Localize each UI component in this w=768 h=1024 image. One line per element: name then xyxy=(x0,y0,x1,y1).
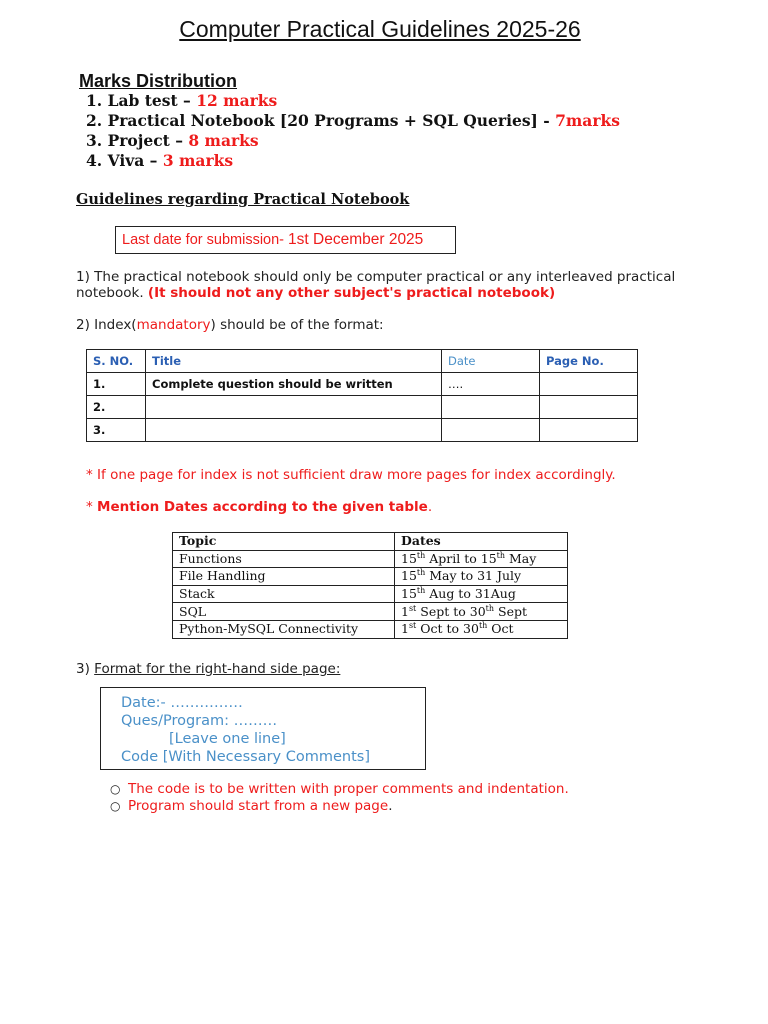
header-date: Date xyxy=(442,350,540,373)
point-2-highlight: mandatory xyxy=(136,317,211,333)
dates-note xyxy=(86,499,432,515)
marks-item-label: 1. Lab test – xyxy=(86,91,197,110)
marks-item-label: 2. Practical Notebook [20 Programs + SQL Queries] - xyxy=(86,111,556,130)
table-row xyxy=(87,419,638,442)
table-row xyxy=(173,568,568,586)
marks-item-label: 4. Viva – xyxy=(86,151,163,170)
cell-dates: 1st Oct to 30th Oct xyxy=(395,620,568,638)
list-item-text: Program should start from a new page xyxy=(128,797,389,814)
marks-list xyxy=(86,91,620,171)
table-row xyxy=(87,396,638,419)
cell-topic: File Handling xyxy=(173,568,395,586)
cell-topic: Stack xyxy=(173,585,395,603)
format-date-line: Date:- …………… xyxy=(121,695,243,711)
cell-page-no xyxy=(540,419,638,442)
cell-sno: 3. xyxy=(87,419,146,442)
header-dates: Dates xyxy=(395,533,568,551)
point-3-text: Format for the right-hand side page: xyxy=(94,661,341,677)
point-1-emphasis: (It should not any other subject's practical notebook) xyxy=(147,285,556,301)
table-row xyxy=(173,585,568,603)
table-row xyxy=(87,373,638,396)
table-header-row xyxy=(173,533,568,551)
point-2-suffix: ) should be of the format: xyxy=(210,317,384,333)
header-topic: Topic xyxy=(173,533,395,551)
list-item-text: The code is to be written with proper comments and indentation. xyxy=(128,781,569,797)
circle-bullet-icon: ○ xyxy=(110,798,121,813)
cell-topic: Python-MySQL Connectivity xyxy=(173,620,395,638)
marks-item xyxy=(86,151,620,171)
cell-date: …. xyxy=(442,373,540,396)
marks-item-value: 8 marks xyxy=(188,131,259,150)
header-sno: S. NO. xyxy=(87,350,146,373)
dates-note-star: * xyxy=(86,499,98,515)
point-1-text: 1) The practical notebook should only be computer practical or any interleaved practical notebook. xyxy=(76,269,676,301)
cell-date xyxy=(442,419,540,442)
table-header-row xyxy=(87,350,638,373)
table-row xyxy=(173,550,568,568)
cell-page-no xyxy=(540,373,638,396)
point-2-prefix: 2) Index( xyxy=(76,317,137,333)
index-format-table xyxy=(86,349,638,442)
marks-item-value: 12 marks xyxy=(196,91,278,110)
last-date-value: 1st December 2025 xyxy=(288,231,424,248)
marks-item xyxy=(86,91,620,111)
page-format-box xyxy=(100,687,426,770)
cell-title: Complete question should be written xyxy=(146,373,442,396)
cell-topic: SQL xyxy=(173,603,395,621)
last-date-box xyxy=(115,226,456,254)
point-1 xyxy=(76,269,676,301)
cell-page-no xyxy=(540,396,638,419)
last-date-label: Last date for submission- xyxy=(122,232,289,248)
guidelines-heading: Guidelines regarding Practical Notebook xyxy=(76,191,410,208)
code-rules-list xyxy=(110,781,569,814)
cell-title xyxy=(146,419,442,442)
dates-note-text: Mention Dates according to the given table xyxy=(97,499,428,515)
index-note: * If one page for index is not sufficient draw more pages for index accordingly. xyxy=(86,467,616,483)
cell-topic: Functions xyxy=(173,550,395,568)
topic-dates-table xyxy=(172,532,568,639)
marks-item xyxy=(86,131,620,151)
point-3-prefix: 3) xyxy=(76,661,95,677)
table-row xyxy=(173,603,568,621)
cell-sno: 1. xyxy=(87,373,146,396)
list-item xyxy=(110,781,569,798)
marks-distribution-heading: Marks Distribution xyxy=(79,71,238,91)
header-title: Title xyxy=(146,350,442,373)
cell-dates: 15th May to 31 July xyxy=(395,568,568,586)
cell-date xyxy=(442,396,540,419)
marks-item-value: 7marks xyxy=(555,111,620,130)
point-2 xyxy=(76,317,676,333)
header-page-no: Page No. xyxy=(540,350,638,373)
list-item: ○ Program should start from a new page. xyxy=(110,797,393,814)
cell-dates: 15th Aug to 31Aug xyxy=(395,585,568,603)
cell-title xyxy=(146,396,442,419)
format-code-line: Code [With Necessary Comments] xyxy=(121,749,370,765)
dates-note-end: . xyxy=(427,499,433,515)
document-title: Computer Practical Guidelines 2025-26 xyxy=(179,16,581,42)
marks-item xyxy=(86,111,620,131)
marks-item-value: 3 marks xyxy=(162,151,234,170)
format-question-line: Ques/Program: ……… xyxy=(121,713,278,729)
table-row xyxy=(173,620,568,638)
format-leave-line: [Leave one line] xyxy=(169,731,286,747)
cell-dates: 15th April to 15th May xyxy=(395,550,568,568)
circle-bullet-icon: ○ xyxy=(110,782,121,796)
point-3 xyxy=(76,661,676,677)
cell-dates: 1st Sept to 30th Sept xyxy=(395,603,568,621)
marks-item-label: 3. Project – xyxy=(86,131,189,150)
cell-sno: 2. xyxy=(87,396,146,419)
